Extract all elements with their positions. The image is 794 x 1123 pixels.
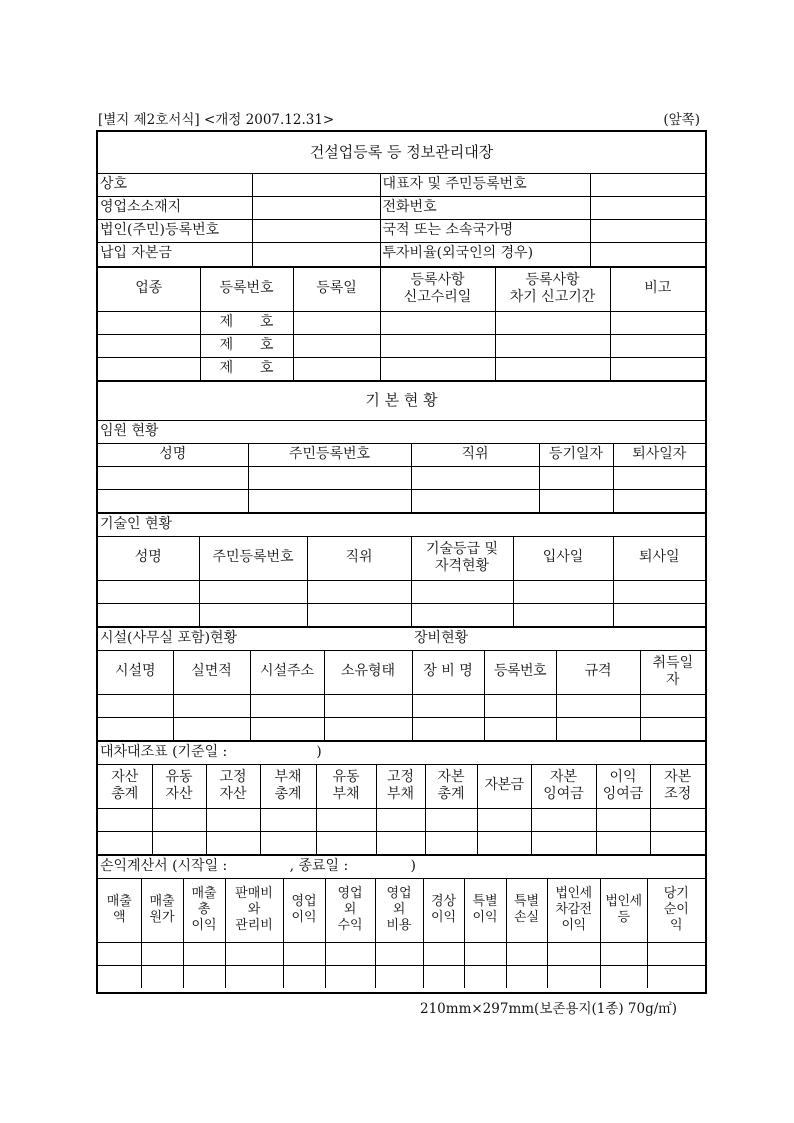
- cell[interactable]: [283, 965, 325, 988]
- nationality-label: 국적 또는 소속국가명: [380, 219, 590, 242]
- reg-header-date: 등록일: [293, 267, 380, 311]
- cell[interactable]: [199, 580, 307, 603]
- paper-spec-footer: 210mm×297mm(보존용지(1종) 70g/㎡): [420, 1001, 678, 1017]
- basic-status-title: 기 본 현 황: [98, 381, 705, 420]
- cell[interactable]: [477, 831, 531, 854]
- cell[interactable]: [250, 694, 324, 717]
- tech-header-name: 성명: [98, 536, 199, 580]
- basic-info-table: [98, 132, 705, 267]
- cell[interactable]: [293, 334, 380, 357]
- balance-sheet-table: [98, 741, 705, 855]
- is-header-pretax-income: 법인세 차감전 이익: [547, 878, 600, 942]
- cell[interactable]: [98, 580, 199, 603]
- bs-header-total-assets: 자산 총계: [98, 764, 152, 808]
- cell[interactable]: [506, 965, 547, 988]
- cell[interactable]: [260, 831, 316, 854]
- cell[interactable]: [613, 489, 705, 512]
- investment-value[interactable]: [590, 242, 705, 266]
- cell[interactable]: [412, 694, 484, 717]
- cell[interactable]: [206, 808, 260, 831]
- is-header-non-op-expense: 영업 외 비용: [375, 878, 423, 942]
- cell[interactable]: [411, 603, 513, 626]
- cell[interactable]: [141, 965, 183, 988]
- cell[interactable]: [248, 466, 411, 489]
- cell[interactable]: [98, 603, 199, 626]
- cell[interactable]: [640, 694, 705, 717]
- equipment-header-spec: 규격: [556, 650, 640, 694]
- equipment-header-acquired: 취득일 자: [640, 650, 705, 694]
- cell[interactable]: [411, 489, 539, 512]
- cell[interactable]: [152, 808, 206, 831]
- reg-number-cell[interactable]: 제 호: [200, 334, 293, 357]
- technicians-section-title: 기술인 현황: [98, 513, 705, 536]
- cell[interactable]: [307, 580, 411, 603]
- is-header-operating-income: 영업 이익: [283, 878, 325, 942]
- is-header-sales: 매출 액: [98, 878, 141, 942]
- representative-value[interactable]: [590, 173, 705, 196]
- cell[interactable]: [650, 831, 705, 854]
- reg-header-note: 비고: [610, 267, 705, 311]
- company-value[interactable]: [252, 173, 380, 196]
- cell[interactable]: [376, 831, 425, 854]
- is-header-cost-of-sales: 매출 원가: [141, 878, 183, 942]
- cell[interactable]: [411, 580, 513, 603]
- cell[interactable]: [513, 580, 613, 603]
- cell[interactable]: [375, 942, 423, 965]
- officer-header-reg-date: 등기일자: [539, 443, 613, 466]
- cell[interactable]: [248, 489, 411, 512]
- facility-header-ownership: 소유형태: [324, 650, 412, 694]
- cell[interactable]: [506, 942, 547, 965]
- cell[interactable]: [152, 831, 206, 854]
- cell[interactable]: [316, 831, 376, 854]
- reg-header-accept-date: 등록사항 신고수리일: [380, 267, 495, 311]
- representative-label: 대표자 및 주민등록번호: [380, 173, 590, 196]
- cell[interactable]: [464, 942, 506, 965]
- bs-header-current-liabilities: 유동 부채: [316, 764, 376, 808]
- cell[interactable]: [293, 357, 380, 380]
- cell[interactable]: [650, 808, 705, 831]
- nationality-value[interactable]: [590, 219, 705, 242]
- address-value[interactable]: [252, 196, 380, 219]
- cell[interactable]: [477, 808, 531, 831]
- tech-header-join-date: 입사일: [513, 536, 613, 580]
- cell[interactable]: [411, 466, 539, 489]
- cell[interactable]: [610, 357, 705, 380]
- bs-header-total-liabilities: 부채 총계: [260, 764, 316, 808]
- reg-header-number: 등록번호: [200, 267, 293, 311]
- officer-header-id: 주민등록번호: [248, 443, 411, 466]
- cell[interactable]: [260, 808, 316, 831]
- address-label: 영업소소재지: [98, 196, 252, 219]
- facility-header-area: 실면적: [173, 650, 250, 694]
- table-row: [98, 580, 705, 603]
- cell[interactable]: [531, 808, 596, 831]
- is-header-non-op-income: 영업 외 수익: [325, 878, 375, 942]
- table-row: [98, 831, 705, 854]
- officer-header-name: 성명: [98, 443, 248, 466]
- bs-header-current-assets: 유동 자산: [152, 764, 206, 808]
- cell[interactable]: [412, 717, 484, 740]
- bs-header-retained-earnings: 이익 잉여금: [596, 764, 650, 808]
- reg-header-category: 업종: [98, 267, 200, 311]
- cell[interactable]: [98, 942, 141, 965]
- table-row: [98, 808, 705, 831]
- cell[interactable]: [613, 580, 705, 603]
- form-title: 건설업등록 등 정보관리대장: [98, 132, 705, 173]
- cell[interactable]: [647, 965, 705, 988]
- equipment-header-number: 등록번호: [484, 650, 556, 694]
- facilities-table: [98, 627, 705, 741]
- income-statement-table: [98, 855, 705, 989]
- bs-header-total-equity: 자본 총계: [425, 764, 477, 808]
- cell[interactable]: [199, 603, 307, 626]
- cell[interactable]: [610, 334, 705, 357]
- is-header-income-tax: 법인세 등: [600, 878, 647, 942]
- is-header-gross-profit: 매출 총 이익: [183, 878, 225, 942]
- cell[interactable]: [98, 466, 248, 489]
- officers-table: [98, 381, 705, 513]
- facility-header-address: 시설주소: [250, 650, 324, 694]
- tech-header-grade: 기술등급 및 자격현황: [411, 536, 513, 580]
- cell[interactable]: [98, 808, 152, 831]
- cell[interactable]: [206, 831, 260, 854]
- officers-section-title: 임원 현황: [98, 420, 705, 443]
- table-row: [98, 489, 705, 512]
- income-statement-section-title: 손익계산서 (시작일 : , 종료일 : ): [98, 855, 705, 878]
- table-row: [98, 603, 705, 626]
- cell[interactable]: [283, 942, 325, 965]
- cell[interactable]: [495, 357, 610, 380]
- cell[interactable]: [98, 489, 248, 512]
- cell[interactable]: [464, 965, 506, 988]
- cell[interactable]: [596, 831, 650, 854]
- cell[interactable]: [380, 357, 495, 380]
- page-side-label: (앞쪽): [663, 112, 700, 128]
- cell[interactable]: [325, 942, 375, 965]
- equipment-header-name: 장 비 명: [412, 650, 484, 694]
- cell[interactable]: [539, 466, 613, 489]
- investment-label: 투자비율(외국인의 경우): [380, 242, 590, 266]
- cell[interactable]: [425, 808, 477, 831]
- cell[interactable]: [495, 334, 610, 357]
- cell[interactable]: [98, 357, 200, 380]
- facilities-section-title: 시설(사무실 포함)현황: [98, 627, 412, 650]
- form-label: [별지 제2호서식] <개정 2007.12.31>: [98, 112, 335, 128]
- tech-header-id: 주민등록번호: [199, 536, 307, 580]
- cell[interactable]: [183, 965, 225, 988]
- cell[interactable]: [640, 717, 705, 740]
- is-header-net-income: 당기 순이 익: [647, 878, 705, 942]
- cell[interactable]: [484, 694, 556, 717]
- cell[interactable]: [375, 965, 423, 988]
- balance-sheet-section-title: 대차대조표 (기준일 : ): [98, 741, 705, 764]
- cell[interactable]: [98, 965, 141, 988]
- registration-table: [98, 267, 705, 381]
- cell[interactable]: [495, 311, 610, 334]
- table-row: [98, 694, 705, 717]
- cell[interactable]: [225, 942, 283, 965]
- cell[interactable]: [547, 965, 600, 988]
- cell[interactable]: [380, 311, 495, 334]
- bs-header-capital-adjustment: 자본 조정: [650, 764, 705, 808]
- cell[interactable]: [423, 965, 464, 988]
- cell[interactable]: [324, 694, 412, 717]
- phone-label: 전화번호: [380, 196, 590, 219]
- cell[interactable]: [316, 808, 376, 831]
- cell[interactable]: [98, 831, 152, 854]
- cell[interactable]: [556, 717, 640, 740]
- bs-header-capital: 자본금: [477, 764, 531, 808]
- table-row: [98, 965, 705, 988]
- table-row: [98, 357, 705, 380]
- is-header-special-loss: 특별 손실: [506, 878, 547, 942]
- phone-value[interactable]: [590, 196, 705, 219]
- cell[interactable]: [647, 942, 705, 965]
- officer-header-leave-date: 퇴사일자: [613, 443, 705, 466]
- table-row: [98, 334, 705, 357]
- cell[interactable]: [173, 694, 250, 717]
- tech-header-position: 직위: [307, 536, 411, 580]
- capital-value[interactable]: [252, 242, 380, 266]
- bs-header-capital-surplus: 자본 잉여금: [531, 764, 596, 808]
- cell[interactable]: [547, 942, 600, 965]
- bs-header-fixed-assets: 고정 자산: [206, 764, 260, 808]
- table-row: [98, 466, 705, 489]
- table-row: [98, 942, 705, 965]
- cell[interactable]: [513, 603, 613, 626]
- cell[interactable]: [325, 965, 375, 988]
- cell[interactable]: [380, 334, 495, 357]
- cell[interactable]: [141, 942, 183, 965]
- cell[interactable]: [250, 717, 324, 740]
- is-header-ordinary-income: 경상 이익: [423, 878, 464, 942]
- reg-number-cell[interactable]: 제 호: [200, 357, 293, 380]
- cell[interactable]: [610, 311, 705, 334]
- company-label: 상호: [98, 173, 252, 196]
- registry-form: [96, 130, 707, 994]
- cell[interactable]: [613, 466, 705, 489]
- corp-id-value[interactable]: [252, 219, 380, 242]
- cell[interactable]: [98, 311, 200, 334]
- corp-id-label: 법인(주민)등록번호: [98, 219, 252, 242]
- cell[interactable]: [423, 942, 464, 965]
- cell[interactable]: [596, 808, 650, 831]
- equipment-section-title: 장비현황: [412, 627, 705, 650]
- cell[interactable]: [376, 808, 425, 831]
- cell[interactable]: [307, 603, 411, 626]
- reg-number-cell[interactable]: 제 호: [200, 311, 293, 334]
- cell[interactable]: [183, 942, 225, 965]
- cell[interactable]: [324, 717, 412, 740]
- bs-header-fixed-liabilities: 고정 부채: [376, 764, 425, 808]
- facility-header-name: 시설명: [98, 650, 173, 694]
- technicians-table: [98, 513, 705, 627]
- officer-header-position: 직위: [411, 443, 539, 466]
- cell[interactable]: [173, 717, 250, 740]
- cell[interactable]: [600, 942, 647, 965]
- tech-header-leave-date: 퇴사일: [613, 536, 705, 580]
- cell[interactable]: [98, 334, 200, 357]
- cell[interactable]: [484, 717, 556, 740]
- cell[interactable]: [293, 311, 380, 334]
- cell[interactable]: [613, 603, 705, 626]
- is-header-sga: 판매비 와 관리비: [225, 878, 283, 942]
- is-header-special-gain: 특별 이익: [464, 878, 506, 942]
- cell[interactable]: [600, 965, 647, 988]
- cell[interactable]: [98, 717, 173, 740]
- capital-label: 납입 자본금: [98, 242, 252, 266]
- cell[interactable]: [556, 694, 640, 717]
- cell[interactable]: [531, 831, 596, 854]
- table-row: [98, 311, 705, 334]
- reg-header-next-period: 등록사항 차기 신고기간: [495, 267, 610, 311]
- cell[interactable]: [225, 965, 283, 988]
- cell[interactable]: [425, 831, 477, 854]
- cell[interactable]: [98, 694, 173, 717]
- table-row: [98, 717, 705, 740]
- cell[interactable]: [539, 489, 613, 512]
